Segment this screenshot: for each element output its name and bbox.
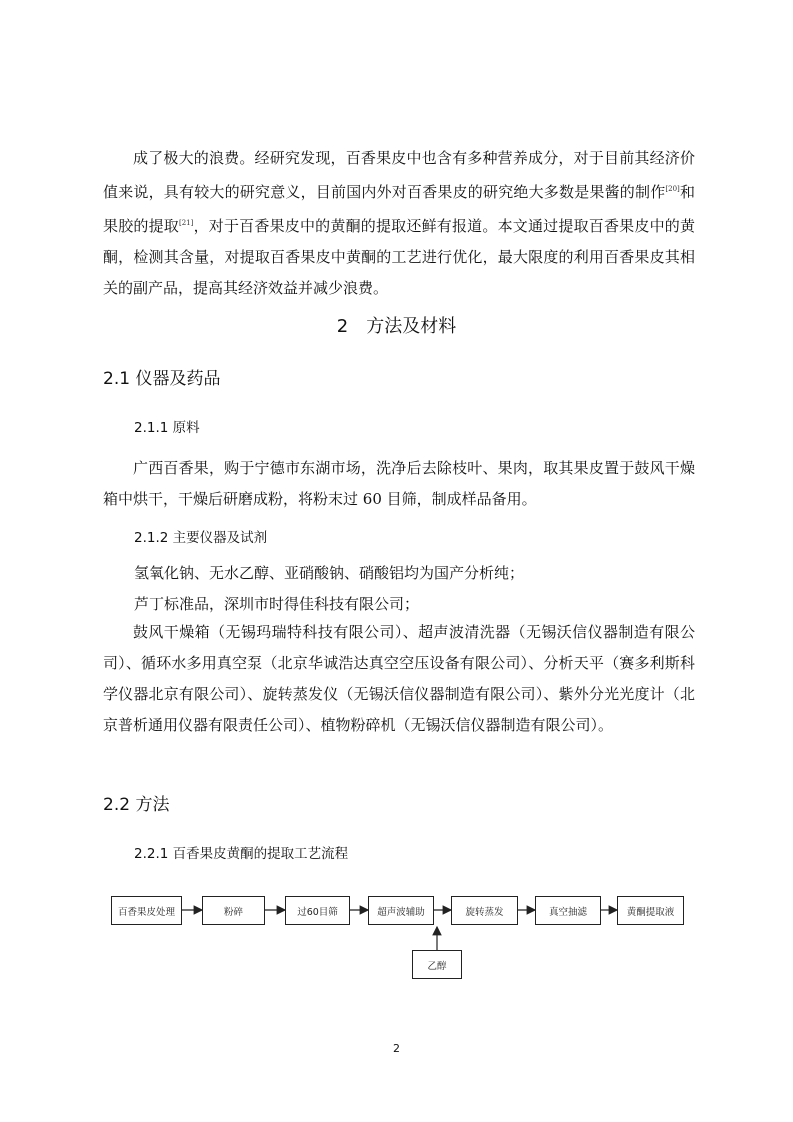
standard-line: 芦丁标准品，深圳市时得佳科技有限公司；: [134, 595, 420, 613]
section-2-1-2-heading: 2.1.2 主要仪器及试剂: [134, 530, 268, 546]
flow-step-7: 黄酮提取液: [617, 896, 684, 925]
citation-20[interactable]: [20]: [665, 185, 680, 193]
flow-step-5: 旋转蒸发: [451, 896, 518, 925]
flow-input-ethanol: 乙醇: [412, 950, 462, 979]
page-number: 2: [393, 1042, 400, 1055]
section-2-1-1-heading: 2.1.1 原料: [134, 420, 200, 436]
raw-material-paragraph: 广西百香果，购于宁德市东湖市场，洗净后去除枝叶、果肉，取其果皮置于鼓风干燥箱中烘干，干燥后研磨成粉，将粉末过 60 目筛，制成样品备用。: [103, 459, 695, 508]
section-2-1-heading: 2.1 仪器及药品: [103, 369, 221, 389]
section-2-title: 2 方法及材料: [336, 316, 457, 337]
flow-step-4: 超声波辅助: [368, 896, 434, 925]
flow-step-6: 真空抽滤: [535, 896, 601, 925]
flow-step-3: 过60目筛: [285, 896, 350, 925]
section-2-2-1-heading: 2.2.1 百香果皮黄酮的提取工艺流程: [134, 846, 349, 862]
section-2-2-heading: 2.2 方法: [103, 795, 170, 815]
flow-step-2: 粉碎: [202, 896, 265, 925]
intro-text-3: ，对于百香果皮中的黄酮的提取还鲜有报道。本文通过提取百香果皮中的黄酮，检测其含量，对提取百香果皮中黄酮的工艺进行优化，最大限度的利用百香果皮其相关的副产品，提高其经济效益并减少浪费。: [103, 217, 695, 297]
citation-21[interactable]: [21]: [179, 219, 194, 227]
reagents-line: 氢氧化钠、无水乙醇、亚硝酸钠、硝酸铝均为国产分析纯；: [134, 564, 525, 582]
intro-text-2: 和果胶的提取: [103, 183, 695, 235]
intro-text-1: 成了极大的浪费。经研究发现，百香果皮中也含有多种营养成分，对于目前其经济价值来说，具有较大的研究意义，目前国内外对百香果皮的研究绝大多数是果酱的制作: [103, 149, 695, 201]
flow-step-1: 百香果皮处理: [111, 896, 182, 925]
instruments-paragraph: 鼓风干燥箱（无锡玛瑞特科技有限公司）、超声波清洗器（无锡沃信仪器制造有限公司）、循环水多用真空泵（北京华诚浩达真空空压设备有限公司）、分析天平（赛多利斯科学仪器北京有限公司）、旋转蒸发仪（无锡沃信仪器制造有限公司）、紫外分光光度计（北京普析通用仪器有限责任公司）、植物粉碎机（无锡沃信仪器制造有限公司）。: [103, 623, 695, 734]
